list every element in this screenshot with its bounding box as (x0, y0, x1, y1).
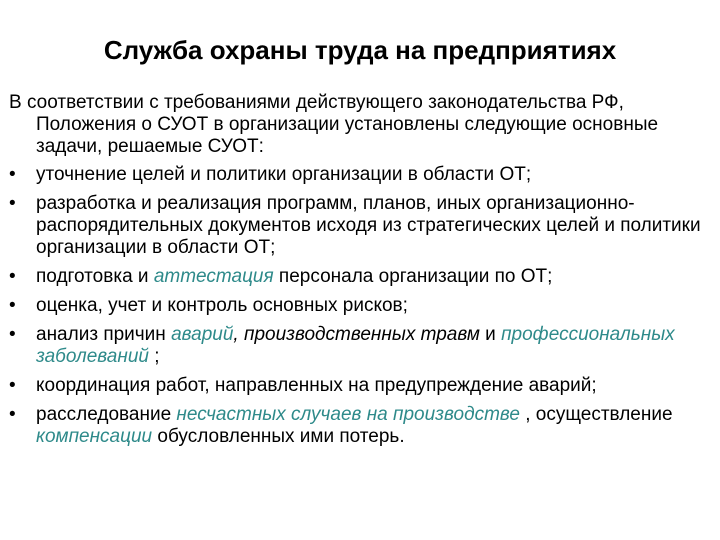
bullet-text-middle: , осуществление (519, 404, 673, 425)
bullet-text: уточнение целей и политики организации в области ОТ; (36, 164, 532, 185)
bullet-item-2 (9, 193, 714, 259)
bullet-marker: • (9, 375, 16, 396)
bullet-item-3 (9, 266, 714, 288)
link-attestation[interactable]: аттестация (153, 266, 274, 287)
bullet-item-7 (9, 404, 714, 448)
bullet-marker: • (9, 193, 16, 214)
industrial-injuries-text: производственных травм (243, 324, 480, 345)
bullet-text-end: персонала организации по ОТ; (273, 266, 553, 287)
link-compensation[interactable]: компенсации (36, 426, 153, 447)
bullet-text-end: ; (148, 346, 160, 367)
bullet-item-6 (9, 375, 714, 397)
bullet-text: координация работ, направленных на предупреждение аварий; (36, 375, 597, 396)
link-accidents[interactable]: аварий (171, 324, 234, 345)
link-occupational-diseases[interactable]: профессиональных заболеваний (36, 324, 675, 367)
bullet-marker: • (9, 295, 16, 316)
bullet-item-4 (9, 295, 714, 317)
conjunction-text: и (479, 324, 502, 345)
bullet-text: разработка и реализация программ, планов, иных организационно-распорядительных документов исходя из стратегических целей и политики организации в области ОТ; (36, 193, 701, 258)
bullet-marker: • (9, 266, 16, 287)
bullet-text-end: обусловленных ими потерь. (152, 426, 405, 447)
comma-separator: , (233, 324, 244, 345)
slide-body (9, 92, 714, 455)
bullet-marker: • (9, 404, 16, 425)
bullet-marker: • (9, 324, 16, 345)
bullet-marker: • (9, 164, 16, 185)
intro-paragraph: В соответствии с требованиями действующего законодательства РФ, Положения о СУОТ в организации установлены следующие основные задачи, решаемые СУОТ: (9, 92, 659, 157)
slide-title: Служба охраны труда на предприятиях (103, 35, 617, 65)
bullet-text-start: подготовка и (36, 266, 154, 287)
bullet-text-start: расследование (36, 404, 177, 425)
link-workplace-accidents[interactable]: несчастных случаев на производстве (176, 404, 520, 425)
bullet-item-5 (9, 324, 714, 368)
bullet-text-start: анализ причин (36, 324, 172, 345)
bullet-item-1 (9, 164, 714, 186)
bullet-text: оценка, учет и контроль основных рисков; (36, 295, 408, 316)
